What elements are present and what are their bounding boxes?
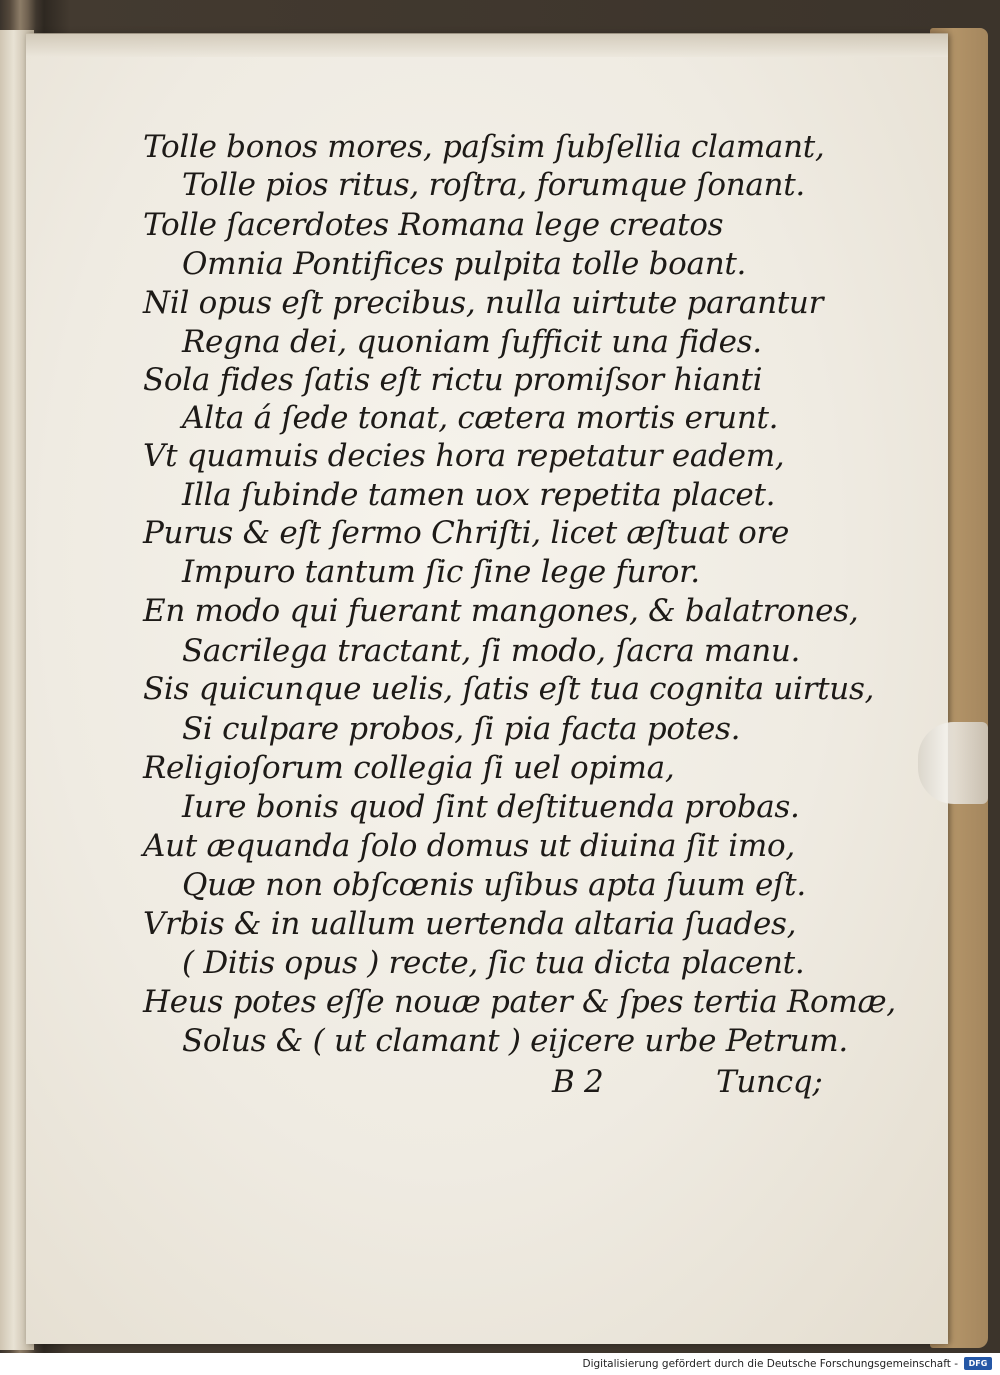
verse-line: Sacrilega tractant, ſi modo, ſacra manu. <box>182 633 801 669</box>
verse-line: En modo qui fuerant mangones, & balatrones, <box>143 593 859 629</box>
verse-line: Regna dei, quoniam ſufficit una fides. <box>182 324 762 360</box>
verse-line: Tolle ſacerdotes Romana lege creatos <box>143 207 724 243</box>
verse-line: Sola fides ſatis eſt rictu promiſsor hianti <box>143 362 763 398</box>
footer-credit: Digitalisierung gefördert durch die Deutsche Forschungsgemeinschaft - <box>582 1358 958 1370</box>
verse-line: Si culpare probos, ſi pia facta potes. <box>182 711 741 747</box>
verse-line: Quæ non obſcœnis uſibus apta ſuum eſt. <box>182 867 806 903</box>
verse-line: Purus & eſt ſermo Chriſti, licet æſtuat ore <box>143 515 790 551</box>
verse-line: Iure bonis quod ſint deſtituenda probas. <box>182 789 800 825</box>
verse-line: Illa ſubinde tamen uox repetita placet. <box>182 477 776 513</box>
catchword: Tuncq; <box>716 1064 823 1100</box>
verse-line: Impuro tantum ſic ſine lege furor. <box>182 554 700 590</box>
signature-mark: B 2 <box>552 1064 604 1100</box>
bookmark-clip <box>918 722 988 804</box>
verse-line: Heus potes eſſe nouæ pater & ſpes tertia Romæ, <box>143 984 896 1020</box>
page-top-edge <box>26 33 948 57</box>
verse-line: Omnia Pontifices pulpita tolle boant. <box>182 246 747 282</box>
verse-line: Aut æquanda ſolo domus ut diuina ſit imo, <box>143 828 795 864</box>
verse-line: Tolle bonos mores, paſsim ſubſellia clamant, <box>143 129 825 165</box>
dfg-logo: DFG <box>964 1357 992 1370</box>
verse-line: Vt quamuis decies hora repetatur eadem, <box>143 438 785 474</box>
verse-line: Nil opus eſt precibus, nulla uirtute parantur <box>143 285 824 321</box>
verse-line: Solus & ( ut clamant ) eijcere urbe Petrum. <box>182 1023 848 1059</box>
verse-line: Vrbis & in uallum uertenda altaria ſuades, <box>143 906 797 942</box>
verse-line: Tolle pios ritus, roſtra, forumque ſonant. <box>182 167 805 203</box>
verse-line: Religioſorum collegia ſi uel opima, <box>143 750 675 786</box>
verse-line: Alta á ſede tonat, cætera mortis erunt. <box>182 400 779 436</box>
verse-line: ( Ditis opus ) recte, ſic tua dicta placent. <box>182 945 805 981</box>
verse-line: Sis quicunque uelis, ſatis eſt tua cognita uirtus, <box>143 671 875 707</box>
